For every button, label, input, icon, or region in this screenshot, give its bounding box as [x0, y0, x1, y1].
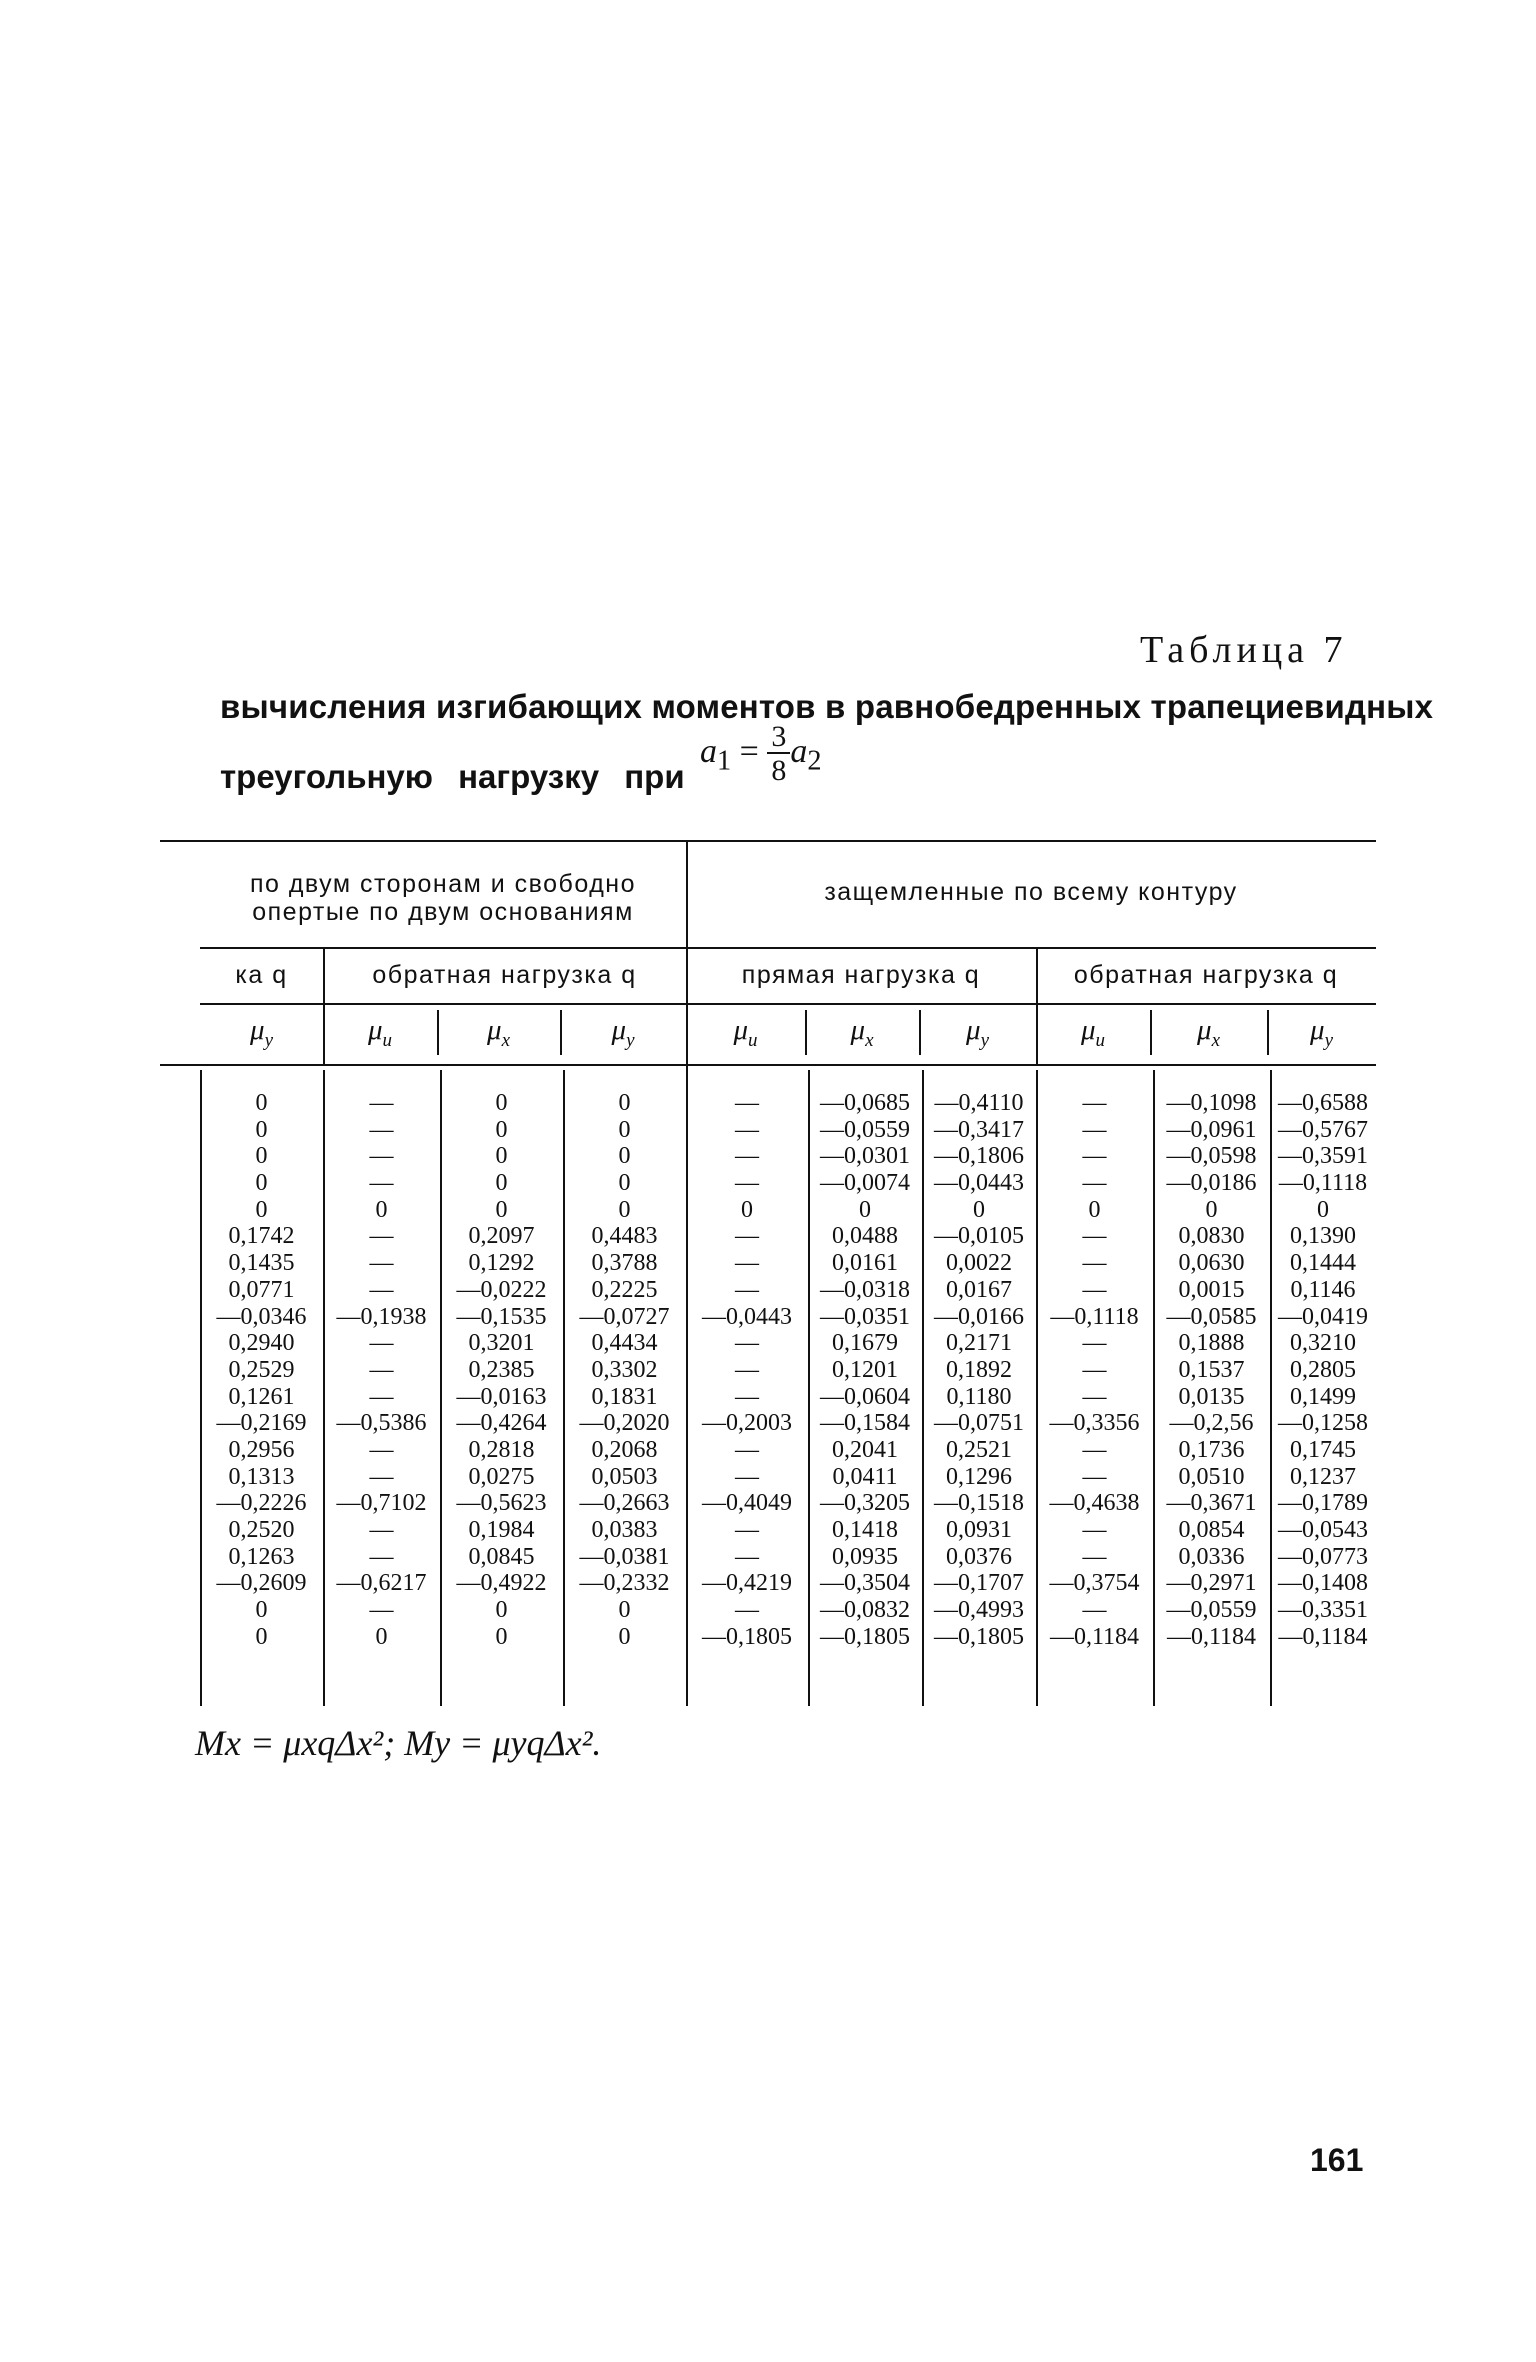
table-cell: —	[369, 1250, 394, 1277]
table-cell: 0,1313	[228, 1463, 295, 1490]
table-cell: —	[1082, 1543, 1107, 1570]
table-cell: —0,1938	[336, 1303, 427, 1330]
table-cell: 0,0935	[832, 1543, 898, 1570]
mu-y-header-1: $\mu_y$	[250, 1014, 273, 1051]
table-cell: 0,1296	[946, 1463, 1012, 1490]
table-cell: —	[1082, 1276, 1107, 1303]
subheader-reverse-load-1: обратная нагрузка q	[372, 961, 637, 989]
table-cell: —	[369, 1543, 394, 1570]
table-cell: —0,3356	[1049, 1410, 1140, 1437]
table-cell: 0,0336	[1178, 1543, 1245, 1570]
table-cell: 0,2385	[468, 1356, 535, 1383]
table-cell: 0,0630	[1178, 1250, 1245, 1277]
table-cell: —0,0543	[1278, 1517, 1368, 1543]
table-cell: 0	[495, 1170, 508, 1197]
group-header-simply-supported: по двум сторонам и свободно опертые по двум основаниям	[249, 870, 637, 926]
column-mu-u-2	[686, 1090, 808, 1650]
table-cell: —0,3205	[820, 1490, 910, 1517]
table-cell: 0	[255, 1623, 268, 1650]
table-cell: —0,0559	[1166, 1597, 1257, 1624]
table-cell: 0,0411	[832, 1463, 898, 1490]
table-cell: —	[369, 1356, 394, 1383]
table-cell: —0,2663	[579, 1490, 670, 1517]
table-cell: —0,1258	[1278, 1410, 1368, 1437]
mu-u-header-3: $\mu_u$	[1080, 1014, 1106, 1051]
table-cell: 0,0376	[946, 1543, 1012, 1570]
table-cell: 0	[1205, 1196, 1218, 1223]
table-cell: —0,5386	[336, 1410, 427, 1437]
table-heading-line1: вычисления изгибающих моментов в равнобедренных трапециевидных	[220, 688, 1434, 725]
table-top-rule	[160, 840, 1376, 842]
table-cell: 0	[741, 1196, 753, 1223]
table-cell: 0	[495, 1090, 508, 1116]
table-cell: 0	[255, 1090, 268, 1116]
table-cell: 0,3302	[591, 1356, 658, 1383]
ratio-formula	[700, 722, 822, 786]
table-cell: —0,0166	[934, 1303, 1024, 1330]
table-cell: 0,1180	[946, 1383, 1012, 1410]
table-cell: —	[735, 1383, 759, 1410]
table-cell: —	[369, 1090, 394, 1116]
table-cell: 0,0830	[1178, 1223, 1245, 1250]
table-cell: —	[735, 1436, 759, 1463]
table-cell: 0	[495, 1597, 508, 1624]
table-cell: —	[735, 1223, 759, 1250]
table-cell: —0,0074	[820, 1170, 910, 1197]
table-cell: —	[1082, 1356, 1107, 1383]
table-cell: —0,1184	[1049, 1623, 1140, 1650]
table-cell: 0,4483	[591, 1223, 658, 1250]
table-cell: 0,0488	[832, 1223, 898, 1250]
table-cell: —0,2003	[702, 1410, 792, 1437]
table-cell: —0,0419	[1278, 1303, 1368, 1330]
table-cell: —	[1082, 1517, 1107, 1543]
table-cell: —	[369, 1276, 394, 1303]
table-cell: 0,0510	[1178, 1463, 1245, 1490]
header-bottom-rule	[160, 1064, 1376, 1066]
table-cell: —0,4993	[934, 1597, 1024, 1624]
table-cell: 0,1292	[468, 1250, 535, 1277]
table-cell: —	[1082, 1116, 1107, 1143]
table-cell: —0,1098	[1166, 1090, 1257, 1116]
table-cell: 0	[255, 1143, 268, 1170]
table-cell: —0,5623	[456, 1490, 547, 1517]
table-cell: 0,2041	[832, 1436, 898, 1463]
table-cell: 0,1736	[1178, 1436, 1245, 1463]
table-cell: 0	[973, 1196, 985, 1223]
table-cell: —0,3591	[1278, 1143, 1368, 1170]
table-cell: —0,0559	[820, 1116, 910, 1143]
mu-y-header-2: $\mu_y$	[611, 1014, 635, 1051]
table-cell: 0	[255, 1597, 268, 1624]
column-mu-x-2	[808, 1090, 922, 1650]
table-cell: 0,0015	[1178, 1276, 1245, 1303]
moment-formula: Mx = μxqΔx²; My = μyqΔx².	[195, 1723, 602, 1763]
table-cell: —0,7102	[336, 1490, 427, 1517]
table-cell: 0,2521	[946, 1436, 1012, 1463]
table-cell: —	[735, 1170, 759, 1197]
table-cell: —0,3351	[1278, 1597, 1368, 1624]
table-cell: 0,0161	[832, 1250, 898, 1277]
table-cell: —	[369, 1383, 394, 1410]
table-cell: —0,0443	[934, 1170, 1024, 1197]
table-heading-line2: треугольную нагрузку при	[220, 758, 685, 795]
table-cell: 0,1831	[591, 1383, 658, 1410]
table-cell: —	[369, 1597, 394, 1624]
table-cell: —0,2609	[216, 1570, 307, 1597]
table-cell: 0,2520	[228, 1517, 295, 1543]
formula-fraction	[767, 722, 790, 786]
table-cell: 0,1499	[1290, 1383, 1356, 1410]
table-cell: —	[369, 1223, 394, 1250]
subheader-direct-load: прямая нагрузка q	[741, 961, 981, 989]
table-cell: 0	[1317, 1196, 1329, 1223]
formula-lhs: a	[700, 732, 717, 770]
table-cell: 0,0845	[468, 1543, 535, 1570]
mu-x-header-1: $\mu_x$	[487, 1014, 510, 1051]
table-cell: —0,1805	[820, 1623, 910, 1650]
table-cell: —0,0961	[1166, 1116, 1257, 1143]
table-cell: 0	[618, 1143, 631, 1170]
column-mu-y-2	[563, 1090, 686, 1650]
table-cell: —0,1789	[1278, 1490, 1368, 1517]
table-cell: —	[1082, 1223, 1107, 1250]
table-cell: —0,2169	[216, 1410, 307, 1437]
table-cell: —	[735, 1597, 759, 1624]
table-cell: —0,2971	[1166, 1570, 1257, 1597]
table-cell: —	[735, 1356, 759, 1383]
table-cell: 0	[375, 1196, 388, 1223]
table-cell: —	[735, 1517, 759, 1543]
table-cell: —0,2332	[579, 1570, 670, 1597]
table-cell: —0,0604	[820, 1383, 910, 1410]
table-cell: —0,1408	[1278, 1570, 1368, 1597]
table-cell: 0,0022	[946, 1250, 1012, 1277]
table-cell: 0	[375, 1623, 388, 1650]
table-cell: —	[735, 1143, 759, 1170]
table-cell: —0,0346	[216, 1303, 307, 1330]
table-cell: —	[735, 1276, 759, 1303]
table-cell: —	[369, 1463, 394, 1490]
table-cell: 0,1146	[1290, 1276, 1356, 1303]
table-cell: 0,1435	[228, 1250, 295, 1277]
page-number: 161	[1310, 2142, 1364, 2178]
table-cell: 0,1742	[228, 1223, 295, 1250]
table-cell: 0,1537	[1178, 1356, 1245, 1383]
table-cell: 0,1201	[832, 1356, 898, 1383]
mu-y-header-3: $\mu_y$	[966, 1014, 989, 1051]
table-cell: 0,0771	[228, 1276, 295, 1303]
subheader-load-partial: ка q	[235, 961, 288, 989]
table-cell: 0,4434	[591, 1330, 658, 1357]
table-cell: 0	[859, 1196, 871, 1223]
table-cell: 0	[618, 1090, 631, 1116]
table-cell: —0,4110	[934, 1090, 1024, 1116]
table-cell: 0,1418	[832, 1517, 898, 1543]
formula-equals: =	[731, 732, 768, 770]
column-mu-y-3	[922, 1090, 1036, 1650]
table-cell: 0,2818	[468, 1436, 535, 1463]
table-cell: —	[735, 1250, 759, 1277]
table-cell: —	[1082, 1463, 1107, 1490]
table-cell: —	[369, 1330, 394, 1357]
table-cell: —0,0318	[820, 1276, 910, 1303]
column-mu-x-3	[1153, 1090, 1270, 1650]
table-cell: —0,1584	[820, 1410, 910, 1437]
table-cell: 0,0167	[946, 1276, 1012, 1303]
table-cell: —0,1535	[456, 1303, 547, 1330]
table-cell: —0,0186	[1166, 1170, 1257, 1197]
table-cell: 0	[618, 1170, 631, 1197]
table-cell: —0,0598	[1166, 1143, 1257, 1170]
table-cell: 0,1444	[1290, 1250, 1356, 1277]
table-cell: 0,2529	[228, 1356, 295, 1383]
table-cell: —	[1082, 1383, 1107, 1410]
table-cell: 0	[255, 1116, 268, 1143]
table-cell: —0,5767	[1278, 1116, 1368, 1143]
table-cell: —	[1082, 1170, 1107, 1197]
table-cell: —	[369, 1170, 394, 1197]
table-cell: —0,0222	[456, 1276, 547, 1303]
mu-u-header-2: $\mu_u$	[733, 1014, 758, 1051]
table-cell: —0,0301	[820, 1143, 910, 1170]
table-cell: —0,0832	[820, 1597, 910, 1624]
table-cell: 0,1237	[1290, 1463, 1356, 1490]
table-cell: —0,1518	[934, 1490, 1024, 1517]
formula-denominator: 8	[771, 754, 787, 787]
table-cell: —0,3754	[1049, 1570, 1140, 1597]
table-cell: 0,3788	[591, 1250, 658, 1277]
table-cell: 0,0383	[591, 1517, 658, 1543]
table-cell: —	[1082, 1436, 1107, 1463]
table-cell: 0,2956	[228, 1436, 295, 1463]
column-mu-u-3	[1036, 1090, 1153, 1650]
table-cell: —0,0773	[1278, 1543, 1368, 1570]
table-cell: —0,1805	[702, 1623, 792, 1650]
table-cell: —0,0381	[579, 1543, 670, 1570]
table-cell: 0	[495, 1196, 508, 1223]
table-cell: 0,0135	[1178, 1383, 1245, 1410]
mu-u-header-1: $\mu_u$	[367, 1014, 393, 1051]
table-cell: —0,0351	[820, 1303, 910, 1330]
table-cell: 0	[618, 1196, 631, 1223]
table-cell: —	[1082, 1143, 1107, 1170]
table-cell: —0,0163	[456, 1383, 547, 1410]
table-cell: 0,3201	[468, 1330, 535, 1357]
formula-rhs-sub: 2	[807, 745, 822, 777]
table-cell: 0	[255, 1170, 268, 1197]
table-cell: —0,3417	[934, 1116, 1024, 1143]
table-cell: 0	[495, 1623, 508, 1650]
table-cell: —0,2020	[579, 1410, 670, 1437]
table-cell: —0,3504	[820, 1570, 910, 1597]
table-cell: —0,1184	[1278, 1623, 1368, 1650]
table-cell: —	[1082, 1090, 1107, 1116]
table-cell: 0	[255, 1196, 268, 1223]
table-cell: 0	[618, 1116, 631, 1143]
table-cell: 0,0931	[946, 1517, 1012, 1543]
table-cell: 0,1984	[468, 1517, 535, 1543]
table-cell: 0	[495, 1116, 508, 1143]
table-cell: 0,2171	[946, 1330, 1012, 1357]
table-cell: 0,1261	[228, 1383, 295, 1410]
table-label: Таблица 7	[1140, 629, 1348, 671]
table-cell: —0,0751	[934, 1410, 1024, 1437]
table-cell: —0,0585	[1166, 1303, 1257, 1330]
table-cell: —	[369, 1436, 394, 1463]
table-cell: 0	[1088, 1196, 1101, 1223]
column-mu-x-1	[440, 1090, 563, 1650]
mu-y-header-4: $\mu_y$	[1310, 1014, 1333, 1051]
group-header-clamped: защемленные по всему контуру	[824, 878, 1238, 906]
table-cell: —0,6588	[1278, 1090, 1368, 1116]
table-cell: 0,0854	[1178, 1517, 1245, 1543]
table-cell: —	[1082, 1330, 1107, 1357]
table-cell: 0,0275	[468, 1463, 535, 1490]
table-cell: —0,0727	[579, 1303, 670, 1330]
table-cell: —0,4922	[456, 1570, 547, 1597]
table-cell: 0,2225	[591, 1276, 658, 1303]
table-cell: —	[1082, 1250, 1107, 1277]
column-mu-u-1	[323, 1090, 440, 1650]
table-cell: —0,4049	[702, 1490, 792, 1517]
table-cell: —0,2226	[216, 1490, 307, 1517]
table-cell: 0,1263	[228, 1543, 295, 1570]
table-cell: —	[735, 1116, 759, 1143]
table-cell: —0,1184	[1166, 1623, 1257, 1650]
table-cell: —0,4638	[1049, 1490, 1140, 1517]
table-cell: —0,2,56	[1169, 1410, 1254, 1437]
table-cell: —	[369, 1517, 394, 1543]
table-cell: 0,2068	[591, 1436, 658, 1463]
table-cell: —0,1805	[934, 1623, 1024, 1650]
table-cell: —0,0443	[702, 1303, 792, 1330]
column-mu-y-4	[1270, 1090, 1376, 1650]
table-cell: —0,4219	[702, 1570, 792, 1597]
table-cell: 0	[618, 1623, 631, 1650]
table-cell: 0	[495, 1143, 508, 1170]
table-cell: —0,0685	[820, 1090, 910, 1116]
table-cell: 0,1679	[832, 1330, 898, 1357]
formula-rhs: a	[790, 732, 808, 770]
table-cell: —0,1806	[934, 1143, 1024, 1170]
table-cell: 0,2940	[228, 1330, 295, 1357]
subheader-reverse-load-2: обратная нагрузка q	[1073, 961, 1339, 989]
table-cell: —	[1082, 1597, 1107, 1624]
table-cell: 0,1745	[1290, 1436, 1356, 1463]
table-cell: 0	[618, 1597, 631, 1624]
table-cell: 0,3210	[1290, 1330, 1356, 1357]
table-cell: —0,6217	[336, 1570, 427, 1597]
table-cell: —0,3671	[1166, 1490, 1257, 1517]
table-cell: —0,4264	[456, 1410, 547, 1437]
table-cell: 0,2097	[468, 1223, 535, 1250]
table-cell: 0,2805	[1290, 1356, 1356, 1383]
table-cell: —	[735, 1463, 759, 1490]
table-cell: —	[735, 1090, 759, 1116]
table-cell: —0,0105	[934, 1223, 1024, 1250]
table-cell: —0,1707	[934, 1570, 1024, 1597]
formula-numerator: 3	[767, 722, 790, 754]
table-cell: 0,1888	[1178, 1330, 1245, 1357]
table-cell: —	[369, 1116, 394, 1143]
subheader-rule	[200, 1003, 1376, 1005]
table-cell: 0,0503	[591, 1463, 658, 1490]
table-cell: 0,1892	[946, 1356, 1012, 1383]
formula-lhs-sub: 1	[717, 745, 732, 777]
group-header-rule	[200, 947, 1376, 949]
table-cell: —0,1118	[1278, 1170, 1368, 1197]
table-cell: —	[735, 1543, 759, 1570]
table-cell: —0,1118	[1050, 1303, 1139, 1330]
column-mu-y-1	[200, 1090, 323, 1650]
table-cell: —	[369, 1143, 394, 1170]
mu-x-header-2: $\mu_x$	[850, 1014, 874, 1051]
table-cell: 0,1390	[1290, 1223, 1356, 1250]
table-cell: —	[735, 1330, 759, 1357]
mu-x-header-3: $\mu_x$	[1197, 1014, 1220, 1051]
